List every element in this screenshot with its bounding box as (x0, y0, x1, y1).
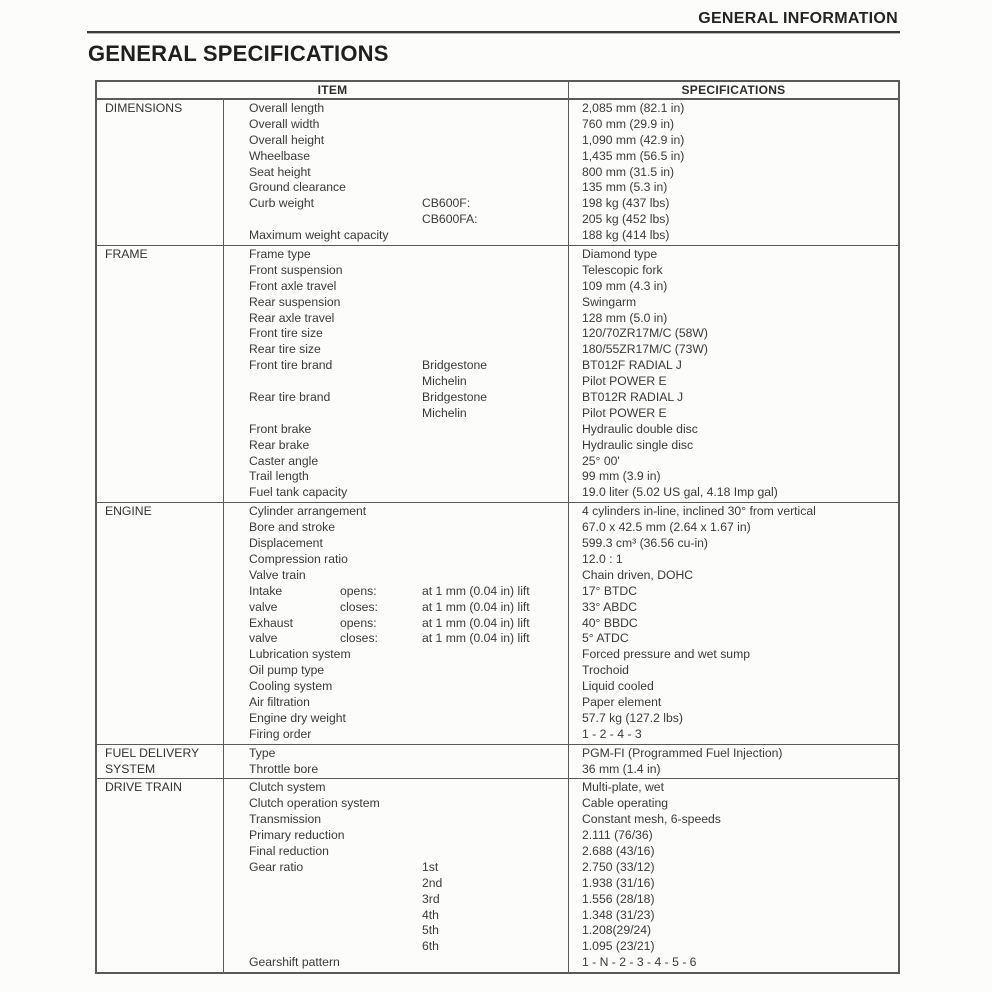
item-line (249, 923, 564, 939)
item-line (249, 828, 564, 844)
spec-line: BT012F RADIAL J (582, 358, 682, 373)
item-line (249, 295, 564, 311)
item-line (249, 762, 564, 778)
item-label: Transmission (249, 812, 322, 827)
item-line (249, 311, 564, 327)
table-body (97, 100, 898, 972)
item-line (249, 196, 564, 212)
section-name: FUEL DELIVERY SYSTEM (97, 745, 224, 779)
spec-line: Cable operating (582, 796, 669, 811)
spec-cell (569, 745, 898, 779)
item-line (249, 117, 564, 133)
spec-table (95, 80, 900, 974)
spec-cell (569, 779, 898, 972)
item-line (249, 844, 564, 860)
item-label: Valve train (249, 567, 306, 582)
spec-line: 1.095 (23/21) (582, 939, 655, 954)
spec-line: 25° 00' (582, 453, 620, 468)
item-label: Gear ratio (249, 859, 304, 874)
spec-line: 120/70ZR17M/C (58W) (582, 326, 708, 341)
spec-line: 1.556 (28/18) (582, 891, 655, 906)
spec-line: Liquid cooled (582, 679, 654, 694)
item-label: Front suspension (249, 262, 343, 277)
item-line (249, 568, 564, 584)
item-variant-label: Bridgestone (422, 358, 488, 373)
item-variant-label: 4th (422, 907, 439, 922)
section-row-fuel-delivery-system (97, 744, 898, 779)
item-label: Throttle bore (249, 761, 319, 776)
item-label: Front axle travel (249, 278, 337, 293)
item-line (249, 180, 564, 196)
item-variant-label: Michelin (422, 374, 467, 389)
item-label: Oil pump type (249, 663, 325, 678)
item-sublabel: opens: (340, 583, 377, 598)
item-label: Gearshift pattern (249, 955, 340, 970)
spec-line: 2,085 mm (82.1 in) (582, 101, 685, 115)
item-line (249, 647, 564, 663)
item-sublabel: closes: (340, 631, 378, 646)
item-line (249, 536, 564, 552)
item-sublabel: opens: (340, 615, 377, 630)
item-label: Rear tire brand (249, 390, 331, 405)
item-line (249, 326, 564, 342)
table-header-row (97, 82, 898, 100)
item-line (249, 469, 564, 485)
item-cell (224, 503, 569, 743)
spec-line: 33° ABDC (582, 599, 638, 614)
item-line (249, 727, 564, 743)
item-label: Front tire brand (249, 358, 333, 373)
spec-line: 99 mm (3.9 in) (582, 469, 661, 484)
item-line (249, 504, 564, 520)
section-row-drive-train (97, 778, 898, 972)
item-line (249, 860, 564, 876)
spec-line: 1,435 mm (56.5 in) (582, 148, 685, 163)
item-line (249, 101, 564, 117)
item-line (249, 711, 564, 727)
item-line (249, 374, 564, 390)
spec-line: 128 mm (5.0 in) (582, 310, 668, 325)
item-line (249, 616, 564, 632)
item-label: valve (249, 631, 278, 646)
item-label: Compression ratio (249, 551, 348, 566)
spec-line: 2.688 (43/16) (582, 844, 655, 858)
item-label: Caster angle (249, 453, 319, 468)
item-label: Engine dry weight (249, 710, 346, 725)
item-label: Air filtration (249, 694, 310, 709)
item-line (249, 955, 564, 971)
spec-line: BT012R RADIAL J (582, 390, 684, 405)
item-line (249, 149, 564, 165)
spec-line: 12.0 : 1 (582, 551, 623, 566)
item-line (249, 485, 564, 501)
spec-line: 19.0 liter (5.02 US gal, 4.18 Imp gal) (582, 485, 778, 500)
item-variant-label: CB600FA: (422, 212, 478, 227)
section-name: DRIVE TRAIN (97, 779, 224, 972)
item-cell (224, 779, 569, 972)
spec-line: 2.111 (76/36) (582, 828, 653, 843)
item-line (249, 780, 564, 796)
item-line (249, 908, 564, 924)
spec-line: 2.750 (33/12) (582, 859, 655, 874)
item-label: Rear brake (249, 437, 310, 452)
spec-line: Telescopic fork (582, 262, 663, 277)
item-variant-label: Bridgestone (422, 390, 488, 405)
spec-line: Diamond type (582, 247, 658, 262)
item-line (249, 406, 564, 422)
item-label: Rear suspension (249, 294, 341, 309)
item-label: Exhaust (249, 615, 294, 630)
item-label: Final reduction (249, 844, 329, 858)
section-row-frame (97, 245, 898, 502)
item-label: Ground clearance (249, 180, 346, 195)
item-label: Displacement (249, 536, 323, 551)
spec-line: 599.3 cm³ (36.56 cu-in) (582, 536, 708, 551)
spec-line: Chain driven, DOHC (582, 567, 694, 582)
item-line (249, 342, 564, 358)
page-title: GENERAL SPECIFICATIONS (88, 41, 389, 66)
section-row-engine (97, 502, 898, 743)
item-variant-label: 2nd (422, 875, 443, 890)
spec-line: Trochoid (582, 663, 629, 678)
item-line (249, 133, 564, 149)
page-header: GENERAL INFORMATION (698, 10, 898, 27)
item-line (249, 228, 564, 244)
item-line (249, 600, 564, 616)
item-line (249, 552, 564, 568)
item-line (249, 422, 564, 438)
item-line (249, 520, 564, 536)
item-label: Trail length (249, 469, 309, 484)
spec-line: 800 mm (31.5 in) (582, 164, 675, 179)
spec-line: 67.0 x 42.5 mm (2.64 x 1.67 in) (582, 520, 751, 535)
item-label: Cylinder arrangement (249, 504, 367, 519)
item-label: Firing order (249, 726, 312, 741)
item-cell (224, 100, 569, 245)
spec-line: 1 - 2 - 4 - 3 (582, 726, 642, 741)
section-name: FRAME (97, 246, 224, 502)
item-label: Rear axle travel (249, 310, 335, 325)
spec-line: 1.208(29/24) (582, 923, 652, 938)
spec-line: Hydraulic single disc (582, 437, 694, 452)
spec-line: Pilot POWER E (582, 374, 667, 389)
item-variant-label: at 1 mm (0.04 in) lift (422, 583, 530, 598)
item-label: Seat height (249, 164, 311, 179)
item-line (249, 438, 564, 454)
item-label: Frame type (249, 247, 311, 262)
item-label: Clutch operation system (249, 796, 380, 811)
item-line (249, 454, 564, 470)
spec-line: 135 mm (5.3 in) (582, 180, 668, 195)
item-variant-label: Michelin (422, 405, 467, 420)
spec-line: 1 - N - 2 - 3 - 4 - 5 - 6 (582, 955, 697, 970)
item-label: Lubrication system (249, 647, 351, 662)
column-header-item: ITEM (97, 82, 569, 98)
item-label: Clutch system (249, 780, 326, 795)
spec-line: 5° ATDC (582, 631, 629, 646)
spec-line: 1.348 (31/23) (582, 907, 655, 922)
spec-line: PGM-FI (Programmed Fuel Injection) (582, 745, 783, 760)
item-line (249, 939, 564, 955)
item-line (249, 812, 564, 828)
spec-line: 1,090 mm (42.9 in) (582, 132, 685, 147)
spec-line: 198 kg (437 lbs) (582, 196, 670, 211)
item-variant-label: 6th (422, 939, 439, 954)
spec-cell (569, 246, 898, 502)
item-label: Bore and stroke (249, 520, 336, 535)
item-variant-label: 3rd (422, 891, 440, 906)
item-label: Cooling system (249, 679, 333, 694)
spec-line: Paper element (582, 694, 662, 709)
item-line (249, 212, 564, 228)
item-line (249, 746, 564, 762)
section-row-dimensions (97, 100, 898, 245)
item-label: Front brake (249, 421, 312, 436)
item-label: Primary reduction (249, 828, 345, 843)
item-line (249, 247, 564, 263)
spec-line: Pilot POWER E (582, 405, 667, 420)
item-label: Rear tire size (249, 342, 321, 357)
item-line (249, 390, 564, 406)
item-label: Fuel tank capacity (249, 485, 348, 500)
spec-line: Forced pressure and wet sump (582, 647, 750, 662)
spec-line: 17° BTDC (582, 583, 637, 598)
item-line (249, 279, 564, 295)
spec-line: 188 kg (414 lbs) (582, 228, 670, 243)
item-line (249, 876, 564, 892)
item-line (249, 796, 564, 812)
spec-line: 205 kg (452 lbs) (582, 212, 670, 227)
item-line (249, 263, 564, 279)
item-line (249, 584, 564, 600)
item-label: Wheelbase (249, 148, 310, 163)
spec-cell (569, 100, 898, 245)
item-variant-label: at 1 mm (0.04 in) lift (422, 631, 530, 646)
column-header-specifications: SPECIFICATIONS (681, 83, 786, 97)
section-name: ENGINE (97, 503, 224, 743)
item-label: Curb weight (249, 196, 315, 211)
item-variant-label: at 1 mm (0.04 in) lift (422, 615, 530, 630)
item-cell (224, 745, 569, 779)
item-label: Overall length (249, 101, 325, 115)
spec-line: 760 mm (29.9 in) (582, 116, 675, 131)
spec-line: Hydraulic double disc (582, 421, 698, 436)
item-line (249, 165, 564, 181)
item-cell (224, 246, 569, 502)
item-label: Overall width (249, 116, 320, 131)
item-label: Front tire size (249, 326, 323, 341)
item-line (249, 679, 564, 695)
item-label: Overall height (249, 132, 325, 147)
item-line (249, 358, 564, 374)
item-label: Maximum weight capacity (249, 228, 389, 243)
spec-line: Swingarm (582, 294, 637, 309)
spec-line: Multi-plate, wet (582, 780, 664, 795)
spec-line: Constant mesh, 6-speeds (582, 812, 721, 827)
item-label: Type (249, 745, 276, 760)
spec-cell (569, 503, 898, 743)
item-line (249, 892, 564, 908)
spec-line: 40° BBDC (582, 615, 638, 630)
item-variant-label: 5th (422, 923, 439, 938)
item-line (249, 695, 564, 711)
section-name: DIMENSIONS (97, 100, 224, 245)
spec-line: 4 cylinders in-line, inclined 30° from vertical (582, 504, 816, 519)
page-header-block (87, 9, 900, 34)
header-rule (87, 31, 900, 34)
spec-line: 57.7 kg (127.2 lbs) (582, 710, 683, 725)
spec-line: 180/55ZR17M/C (73W) (582, 342, 708, 357)
item-variant-label: at 1 mm (0.04 in) lift (422, 599, 530, 614)
item-line (249, 663, 564, 679)
item-label: Intake (249, 583, 283, 598)
item-variant-label: CB600F: (422, 196, 471, 211)
item-variant-label: 1st (422, 859, 439, 874)
item-sublabel: closes: (340, 599, 378, 614)
spec-line: 1.938 (31/16) (582, 875, 655, 890)
item-label: valve (249, 599, 278, 614)
spec-line: 109 mm (4.3 in) (582, 278, 668, 293)
spec-line: 36 mm (1.4 in) (582, 761, 661, 776)
item-line (249, 631, 564, 647)
